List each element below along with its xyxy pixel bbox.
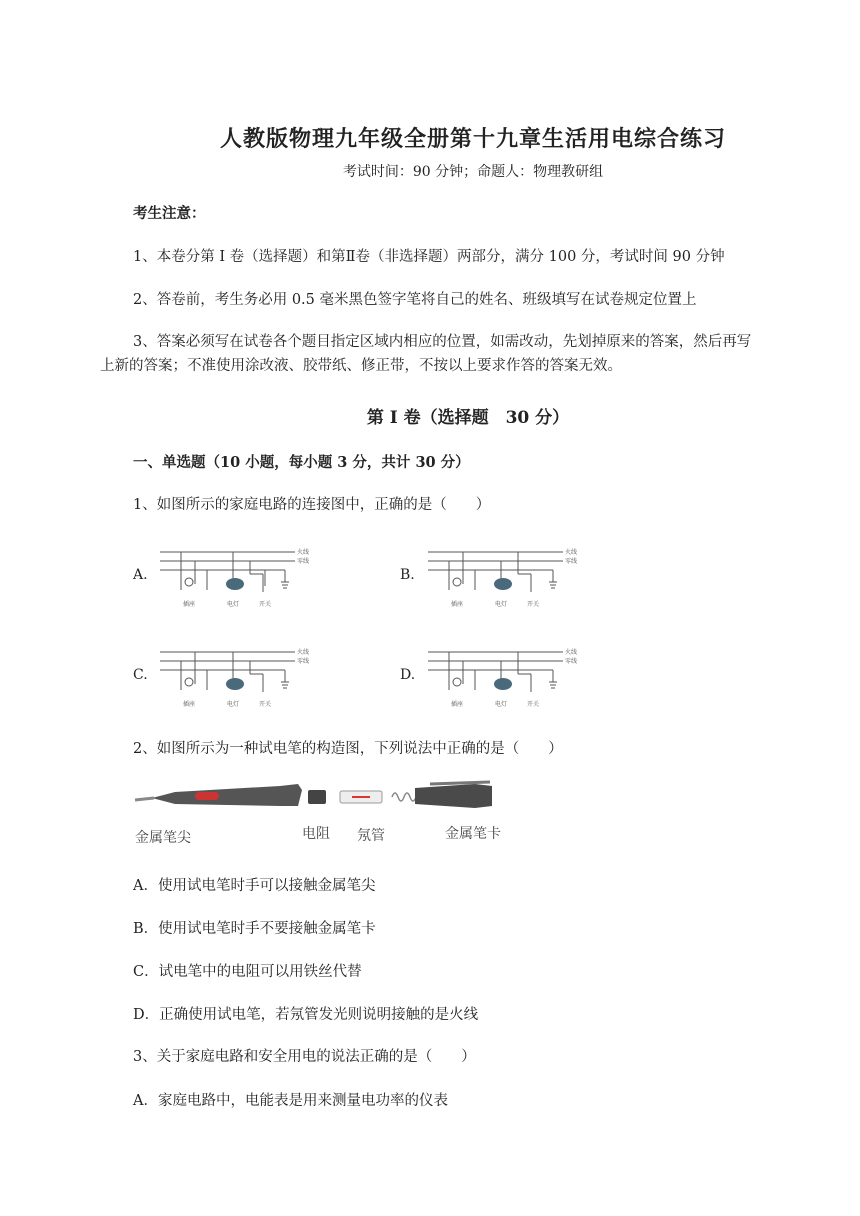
notice-item-1: 1、本卷分第 I 卷（选择题）和第Ⅱ卷（非选择题）两部分，满分 100 分，考试时间 90 分钟 [133,249,725,265]
question-3-stem: 3、关于家庭电路和安全用电的说法正确的是（ ） [133,1049,476,1065]
label-resistor: 电阻 [302,826,330,842]
question-1-stem: 1、如图所示的家庭电路的连接图中，正确的是（ ） [133,497,491,513]
label-metal-tip: 金属笔尖 [135,830,191,846]
socket-label: 插座 [183,701,196,708]
socket-label: 插座 [183,601,196,608]
metal-tip-icon [135,798,154,800]
section-title: 第 I 卷（选择题 30 分） [366,408,570,428]
resistor-icon [308,790,326,804]
circuit-diagram-a [155,544,315,614]
q2-option-d[interactable]: D．正确使用试电笔，若氖管发光则说明接触的是火线 [133,1007,479,1023]
metal-clip-icon [430,782,490,784]
q1-option-b-label: B. [400,567,415,583]
neutral-wire-label: 零线 [297,658,310,665]
circuit-diagram-b [423,544,583,614]
circuit-diagram-c [155,644,315,714]
live-wire-label: 火线 [565,649,578,656]
lamp-label: 电灯 [227,701,240,708]
label-neon-tube: 氖管 [357,828,385,844]
test-pen-diagram [130,776,530,856]
q3-option-a[interactable]: A．家庭电路中，电能表是用来测量电功率的仪表 [133,1093,448,1109]
lamp-label: 电灯 [227,601,240,608]
switch-label: 开关 [527,601,540,608]
pen-cap-icon [415,784,492,808]
q2-option-a[interactable]: A．使用试电笔时手可以接触金属笔尖 [133,878,376,894]
lamp-label: 电灯 [495,601,508,608]
neutral-wire-label: 零线 [565,658,578,665]
part-heading: 一、单选题（10 小题，每小题 3 分，共计 30 分） [133,454,470,471]
q2-option-b[interactable]: B．使用试电笔时手不要接触金属笔卡 [133,921,376,937]
lamp-label: 电灯 [495,701,508,708]
switch-label: 开关 [527,701,540,708]
circuit-diagram-d [423,644,583,714]
notice-item-3: 3、答案必须写在试卷各个题目指定区域内相应的位置，如需改动，先划掉原来的答案，然后再写 [133,334,752,350]
page-title: 人教版物理九年级全册第十九章生活用电综合练习 [219,126,726,152]
switch-label: 开关 [259,601,272,608]
socket-label: 插座 [451,601,464,608]
switch-label: 开关 [259,701,272,708]
socket-label: 插座 [451,701,464,708]
exam-info: 考试时间：90 分钟；命题人：物理教研组 [342,164,604,180]
q1-option-a-label: A. [133,567,148,583]
notice-item-3-cont: 上新的答案；不准使用涂改液、胶带纸、修正带，不按以上要求作答的答案无效。 [100,358,622,374]
q1-option-b-circuit[interactable] [423,544,583,618]
q1-option-d-circuit[interactable] [423,644,583,718]
q1-option-c-circuit[interactable] [155,644,315,718]
neutral-wire-label: 零线 [565,558,578,565]
live-wire-label: 火线 [297,649,310,656]
pen-body-icon [152,784,302,806]
q1-option-c-label: C. [133,667,148,683]
live-wire-label: 火线 [565,549,578,556]
notice-heading: 考生注意： [133,205,206,222]
label-metal-clip: 金属笔卡 [445,826,501,842]
q2-option-c[interactable]: C．试电笔中的电阻可以用铁丝代替 [133,964,362,980]
neutral-wire-label: 零线 [297,558,310,565]
q1-option-a-circuit[interactable] [155,544,315,618]
test-pen-figure [130,776,530,860]
spring-icon [392,793,416,801]
notice-item-2: 2、答卷前，考生务必用 0.5 毫米黑色签字笔将自己的姓名、班级填写在试卷规定位置上 [133,292,697,308]
live-wire-label: 火线 [297,549,310,556]
q1-option-d-label: D. [400,667,416,683]
question-2-stem: 2、如图所示为一种试电笔的构造图，下列说法中正确的是（ ） [133,741,563,757]
